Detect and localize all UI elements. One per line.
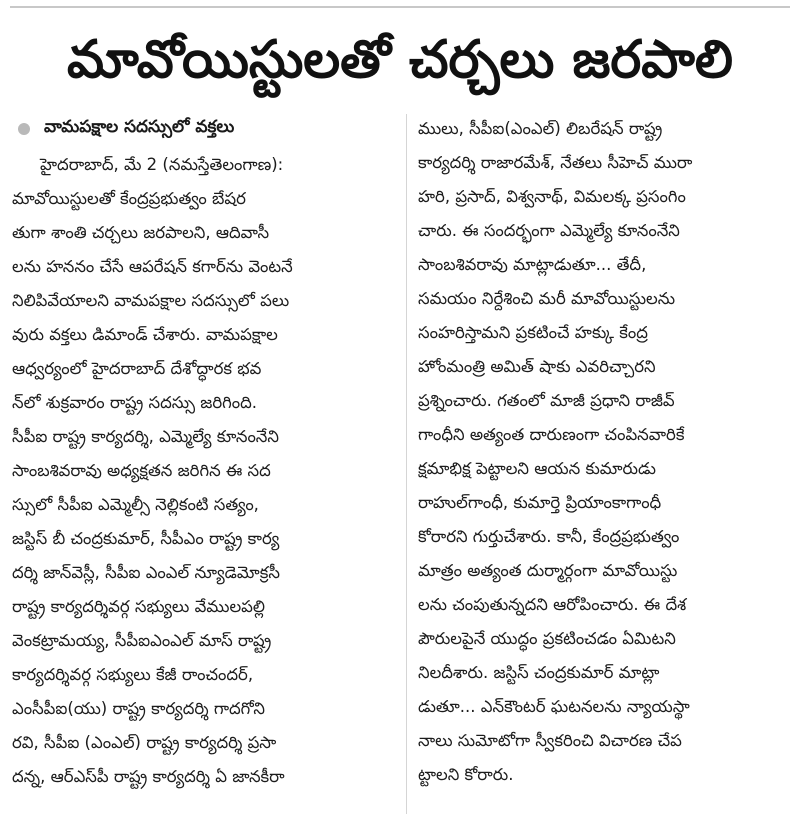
text-line: జస్టిస్ బీ చంద్రకుమార్, సీపీఎం రాష్ట్ర కార్య — [12, 529, 280, 548]
text-line: కోరారని గుర్తుచేశారు. కానీ, కేంద్రప్రభుత్వం — [418, 527, 680, 546]
text-line: ములు, సీపీఐ(ఎంఎల్) లిబరేషన్ రాష్ట్ర — [418, 119, 663, 138]
subheading — [12, 112, 396, 146]
right-column — [418, 112, 790, 792]
text-line: దర్శి జాన్‌వెస్లీ, సీపీఐ ఎంఎల్ న్యూడెమోక్రసీ — [12, 563, 280, 582]
text-line: హోంమంత్రి అమిత్ షాకు ఎవరిచ్చారని — [418, 357, 656, 376]
headline: మావోయిస్టులతో చర్చలు జరపాలి — [66, 30, 734, 90]
text-line: దన్న, ఆర్‌ఎస్‌పీ రాష్ట్ర కార్యదర్శి ఏ జానకీరా — [12, 767, 285, 786]
text-line: డుతూ... ఎన్‌కౌంటర్ ఘటనలను న్యాయస్థా — [418, 697, 690, 716]
text-line: ఎంసీపీఐ(యు) రాష్ట్ర కార్యదర్శి గాదగోని — [12, 699, 265, 718]
text-line: స్సులో సీపీఐ ఎమ్మెల్సీ నెల్లికంటి సత్యం, — [12, 495, 259, 514]
text-line: సాంబశివరావు మాట్లాడుతూ... తేదీ, — [418, 255, 647, 274]
text-line: రాష్ట్ర కార్యదర్శివర్గ సభ్యులు వేములపల్లి — [12, 597, 266, 616]
text-line: పౌరులపైనే యుద్ధం ప్రకటించడం ఏమిటని — [418, 629, 676, 648]
top-rule — [10, 6, 790, 8]
subheading-text: వామపక్షాల సదస్సులో వక్తలు — [44, 117, 235, 137]
bullet-icon — [18, 123, 30, 135]
text-line: న్‌లో శుక్రవారం రాష్ట్ర సదస్సు జరిగింది. — [12, 393, 257, 412]
text-line: హైదరాబాద్, మే 2 (నమస్తేతెలంగాణ): — [40, 155, 284, 174]
text-line: సంహరిస్తామని ప్రకటించే హక్కు కేంద్ర — [418, 323, 648, 342]
text-line: ఆధ్వర్యంలో హైదరాబాద్ దేశోద్ధారక భవ — [12, 359, 262, 378]
text-line: నిలదీశారు. జస్టిస్ చంద్రకుమార్ మాట్లా — [418, 663, 660, 682]
text-line: వెంకట్రామయ్య, సీపీఐఎంఎల్ మాస్ రాష్ట్ర — [12, 631, 272, 650]
text-line: తుగా శాంతి చర్చలు జరపాలని, ఆదివాసీ — [12, 223, 270, 242]
text-line: నాలు సుమోటోగా స్వీకరించి విచారణ చేప — [418, 731, 682, 750]
text-line: గాంధీని అత్యంత దారుణంగా చంపినవారికే — [418, 425, 685, 444]
text-line: సాంబశివరావు అధ్యక్షతన జరిగిన ఈ సద — [12, 461, 271, 480]
text-line: మావోయిస్టులతో కేంద్రప్రభుత్వం బేషర — [12, 189, 246, 208]
text-line: కార్యదర్శి రాజారమేశ్, నేతలు సీహెచ్ మురా — [418, 153, 693, 172]
left-column — [12, 112, 396, 794]
text-line: లను హననం చేసే ఆపరేషన్ కగార్‌ను వెంటనే — [12, 257, 293, 276]
text-line: క్షమాభిక్ష పెట్టాలని ఆయన కుమారుడు — [418, 459, 656, 478]
text-line: మాత్రం అత్యంత దుర్మార్గంగా మావోయిస్టు — [418, 561, 678, 580]
text-line: కార్యదర్శివర్గ సభ్యులు కేజీ రాంచందర్, — [12, 665, 254, 684]
text-line: సమయం నిర్దేశించి మరీ మావోయిస్టులను — [418, 289, 676, 308]
text-line: రవి, సీపీఐ (ఎంఎల్) రాష్ట్ర కార్యదర్శి ప్రసా — [12, 733, 277, 752]
text-line: లను చంపుతున్నదని ఆరోపించారు. ఈ దేశ — [418, 595, 687, 614]
text-line: రాహుల్‌గాంధీ, కుమార్తె ప్రియాంకాగాంధీ — [418, 493, 662, 512]
text-line: చారు. ఈ సందర్భంగా ఎమ్మెల్యే కూనంనేని — [418, 221, 680, 240]
text-line: ట్టాలని కోరారు. — [418, 765, 514, 784]
text-line: సీపీఐ రాష్ట్ర కార్యదర్శి, ఎమ్మెల్యే కూనంనేని — [12, 427, 279, 446]
text-line: వురు వక్తలు డిమాండ్ చేశారు. వామపక్షాల — [12, 325, 278, 344]
text-line: ప్రశ్నించారు. గతంలో మాజీ ప్రధాని రాజీవ్ — [418, 391, 675, 410]
column-divider — [406, 114, 407, 814]
text-line: హరి, ప్రసాద్, విశ్వనాథ్, విమలక్క ప్రసంగిం — [418, 187, 686, 206]
text-line: నిలిపివేయాలని వామపక్షాల సదస్సులో పలు — [12, 291, 290, 310]
